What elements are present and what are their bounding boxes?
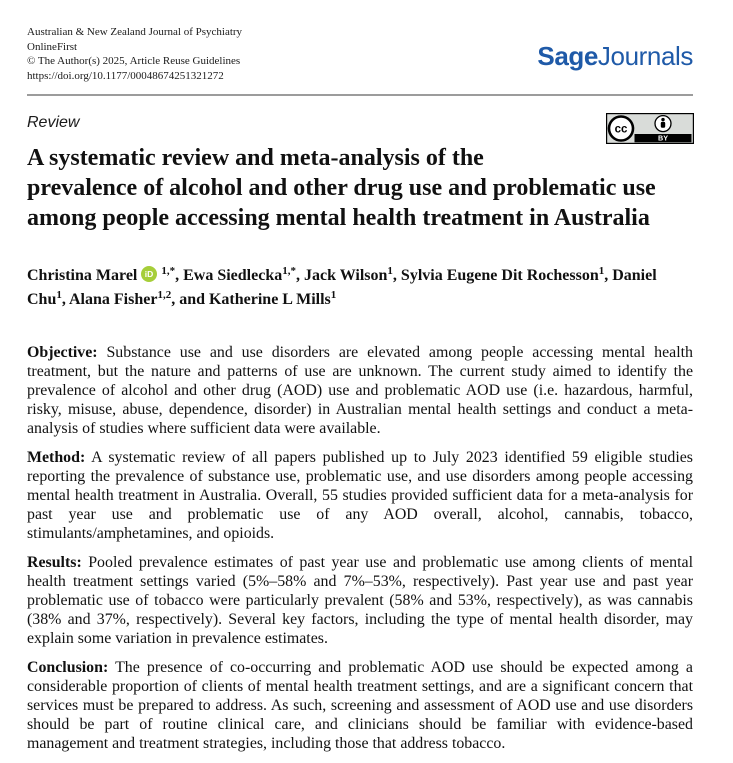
- article-type-label: Review: [27, 114, 80, 131]
- abstract-conclusion: [27, 658, 693, 753]
- author-separator: ,: [604, 267, 609, 284]
- abstract-line: (38% and 37%, respectively). Several key factors, including the type of mental health disorder, may: [27, 611, 693, 628]
- author-affiliation: 1,2: [157, 289, 172, 301]
- author-affiliation: 1: [56, 289, 62, 301]
- abstract-section-label: Method:: [27, 449, 86, 466]
- license-by-text: BY: [658, 133, 668, 143]
- orcid-icon[interactable]: [141, 266, 157, 282]
- author: [304, 267, 393, 284]
- cc-by-license-badge[interactable]: [606, 113, 694, 144]
- journal-header: [27, 25, 242, 84]
- reuse-guidelines-link[interactable]: Article Reuse Guidelines: [129, 55, 241, 68]
- abstract-section-label: Results:: [27, 554, 82, 571]
- publication-status: OnlineFirst: [27, 40, 78, 53]
- abstract-line: [27, 448, 693, 467]
- title-line: A systematic review and meta-analysis of the: [27, 145, 484, 171]
- abstract-line: services must be prepared to address. As such, screening and assessment of AOD use and use disorders: [27, 697, 693, 714]
- abstract-line: treatment, but the nature and patterns of use are unknown. The current study aimed to identify the: [27, 363, 693, 380]
- logo-sage-text: Sage: [537, 41, 598, 71]
- author-affiliation: 1: [387, 265, 393, 277]
- abstract-text: Substance use and use disorders are elevated among people accessing mental health: [106, 344, 693, 361]
- creative-commons-icon: [609, 117, 633, 141]
- abstract-line: health treatment settings varied (5%–58% and 7%–53%, respectively). Past year use and past year: [27, 573, 693, 590]
- abstract-line: explain some variation in prevalence estimates.: [27, 630, 328, 647]
- abstract-line: should be part of routine clinical care, and clinicians should be familiar with evidence-based: [27, 716, 693, 733]
- author-name[interactable]: Daniel Chu: [27, 267, 657, 308]
- author-affiliation: 1: [598, 265, 605, 277]
- author-name[interactable]: Alana Fisher: [68, 291, 158, 308]
- abstract-line: prevalence of alcohol and other drug (AOD) use and problematic AOD use (i.e. hazardous, harmful,: [27, 382, 693, 399]
- abstract-section-label: Conclusion:: [27, 659, 109, 676]
- abstract-line: [27, 658, 693, 677]
- author: [209, 291, 336, 308]
- author-name[interactable]: Jack Wilson: [303, 267, 388, 284]
- abstract-text: The presence of co-occurring and problematic AOD use should be expected among a: [115, 659, 693, 676]
- abstract-objective: [27, 343, 693, 438]
- logo-journals-text: Journals: [597, 41, 693, 71]
- abstract: [27, 343, 693, 763]
- abstract-method: [27, 448, 693, 543]
- author-name[interactable]: Sylvia Eugene Dit Rochesson: [400, 267, 599, 284]
- author-separator: ,: [392, 267, 397, 284]
- author-list: [27, 264, 693, 312]
- author-separator: ,: [295, 267, 300, 284]
- abstract-line: reporting the prevalence of substance use, problematic use, and use disorders among people accessing: [27, 468, 693, 485]
- copyright-text: © The Author(s) 2025,: [27, 55, 128, 68]
- abstract-section-label: Objective:: [27, 344, 98, 361]
- author-separator: ,: [61, 291, 66, 308]
- author-name[interactable]: Ewa Siedlecka: [183, 267, 283, 284]
- abstract-line: past year use and problematic use of any AOD overall, alcohol, cannabis, tobacco,: [27, 506, 693, 523]
- author-affiliation: 1,*: [282, 265, 296, 277]
- journal-name: Australian & New Zealand Journal of Psychiatry: [27, 26, 243, 38]
- author: [183, 267, 296, 284]
- svg-text:iD: iD: [145, 269, 154, 280]
- abstract-text: A systematic review of all papers published up to July 2023 identified 59 eligible studies: [91, 449, 693, 466]
- abstract-line: problematic use of tobacco were particularly prevalent (58% and 53%, respectively), as was cannabis: [27, 592, 693, 609]
- abstract-line: risky, misuse, abuse, dependence, disorder) in Australian mental health settings and conduct a meta-: [27, 401, 693, 418]
- abstract-line: analysis of studies where sufficient data were available.: [27, 420, 381, 437]
- author-separator: , and: [171, 291, 205, 308]
- copyright-line: [27, 54, 242, 69]
- author: [27, 267, 175, 284]
- abstract-line: stimulants/amphetamines, and opioids.: [27, 525, 275, 542]
- author-separator: ,: [175, 267, 180, 284]
- abstract-line: considerable proportion of clients of mental health treatment settings, and are a significant concern that: [27, 678, 693, 695]
- author: [69, 291, 171, 308]
- title-line: among people accessing mental health treatment in Australia: [27, 205, 650, 231]
- article-title: [27, 143, 656, 233]
- svg-text:cc: cc: [614, 123, 628, 136]
- sage-journals-logo[interactable]: [537, 41, 693, 71]
- author-affiliation: 1: [330, 289, 337, 301]
- attribution-person-icon: [655, 116, 671, 132]
- abstract-line: [27, 553, 693, 572]
- author-affiliation: 1,*: [161, 265, 176, 277]
- abstract-line: [27, 343, 693, 362]
- abstract-line: management and treatment strategies, including those that address tobacco.: [27, 735, 506, 752]
- author: [401, 267, 604, 284]
- author-name[interactable]: Christina Marel: [27, 267, 138, 284]
- abstract-line: mental health treatment in Australia. Overall, 55 studies provided sufficient data for a meta-analysis for: [27, 487, 693, 504]
- title-line: prevalence of alcohol and other drug use and problematic use: [27, 175, 656, 201]
- doi-link[interactable]: https://doi.org/10.1177/00048674251321272: [27, 70, 224, 83]
- header-divider: [27, 94, 693, 96]
- abstract-text: Pooled prevalence estimates of past year use and problematic use among clients of mental: [88, 554, 694, 571]
- abstract-results: [27, 553, 693, 648]
- author-name[interactable]: Katherine L Mills: [208, 291, 331, 308]
